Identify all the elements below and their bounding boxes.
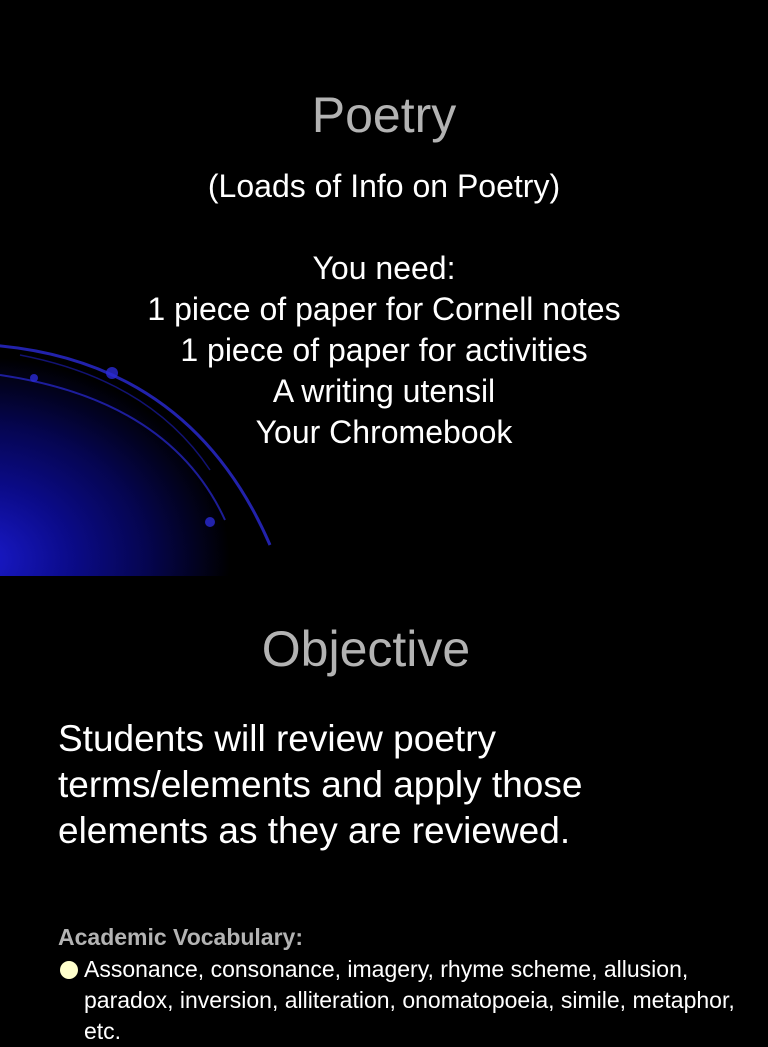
subtitle-line: Your Chromebook xyxy=(255,414,513,450)
subtitle-block xyxy=(0,166,768,453)
subtitle-spacer xyxy=(0,207,768,248)
subtitle-line: 1 piece of paper for activities xyxy=(180,332,588,368)
vocab-heading: Academic Vocabulary: xyxy=(58,924,304,950)
vocab-terms: Assonance, consonance, imagery, rhyme scheme, allusion, paradox, inversion, alliteration, onomatopoeia, simile, metaphor, etc. xyxy=(84,956,735,1044)
subtitle-line: 1 piece of paper for Cornell notes xyxy=(147,291,621,327)
subtitle-line: A writing utensil xyxy=(272,373,496,409)
slide-title: Poetry xyxy=(311,87,457,143)
vocab-list-item xyxy=(58,954,738,1047)
bullet-icon xyxy=(60,961,78,979)
subtitle-line: You need: xyxy=(312,250,456,286)
slide-objective xyxy=(0,576,768,1044)
subtitle-line: (Loads of Info on Poetry) xyxy=(207,168,561,204)
objective-text: Students will review poetry terms/elements and apply those elements as they are reviewed. xyxy=(58,718,583,851)
slide-title: Objective xyxy=(261,621,471,677)
